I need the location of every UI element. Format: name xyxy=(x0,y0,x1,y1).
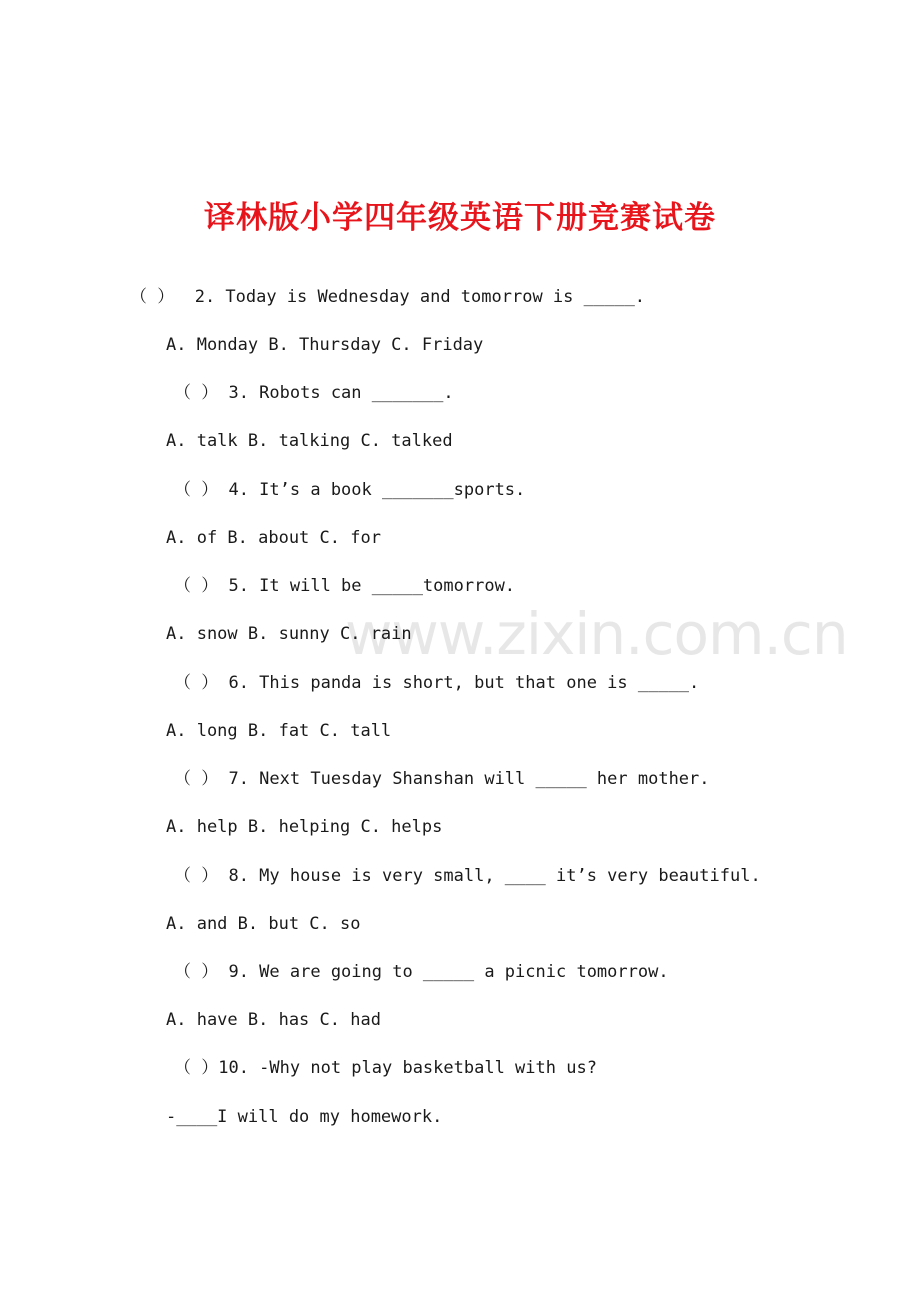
question-8: （ ） 8. My house is very small, ____ it’s very beautiful. xyxy=(174,866,761,886)
question-2: （ ） 2. Today is Wednesday and tomorrow is _____. xyxy=(130,287,646,307)
watermark-text: www.zixin.com.cn xyxy=(345,600,848,668)
question-7: （ ） 7. Next Tuesday Shanshan will _____ her mother. xyxy=(174,769,710,789)
options-3: A. talk B. talking C. talked xyxy=(166,431,453,451)
question-9: （ ） 9. We are going to _____ a picnic tomorrow. xyxy=(174,962,669,982)
question-4: （ ） 4. It’s a book _______sports. xyxy=(174,480,526,500)
answer-line-10: -____I will do my homework. xyxy=(166,1107,443,1127)
question-3: （ ） 3. Robots can _______. xyxy=(174,383,454,403)
options-9: A. have B. has C. had xyxy=(166,1010,381,1030)
options-8: A. and B. but C. so xyxy=(166,914,361,934)
options-5: A. snow B. sunny C. rain xyxy=(166,624,412,644)
options-6: A. long B. fat C. tall xyxy=(166,721,392,741)
question-6: （ ） 6. This panda is short, but that one is _____. xyxy=(174,673,700,693)
options-2: A. Monday B. Thursday C. Friday xyxy=(166,335,484,355)
options-7: A. help B. helping C. helps xyxy=(166,817,443,837)
page-title: 译林版小学四年级英语下册竞赛试卷 xyxy=(204,200,716,236)
question-5: （ ） 5. It will be _____tomorrow. xyxy=(174,576,516,596)
question-10: （ ）10. -Why not play basketball with us? xyxy=(174,1058,597,1078)
options-4: A. of B. about C. for xyxy=(166,528,381,548)
